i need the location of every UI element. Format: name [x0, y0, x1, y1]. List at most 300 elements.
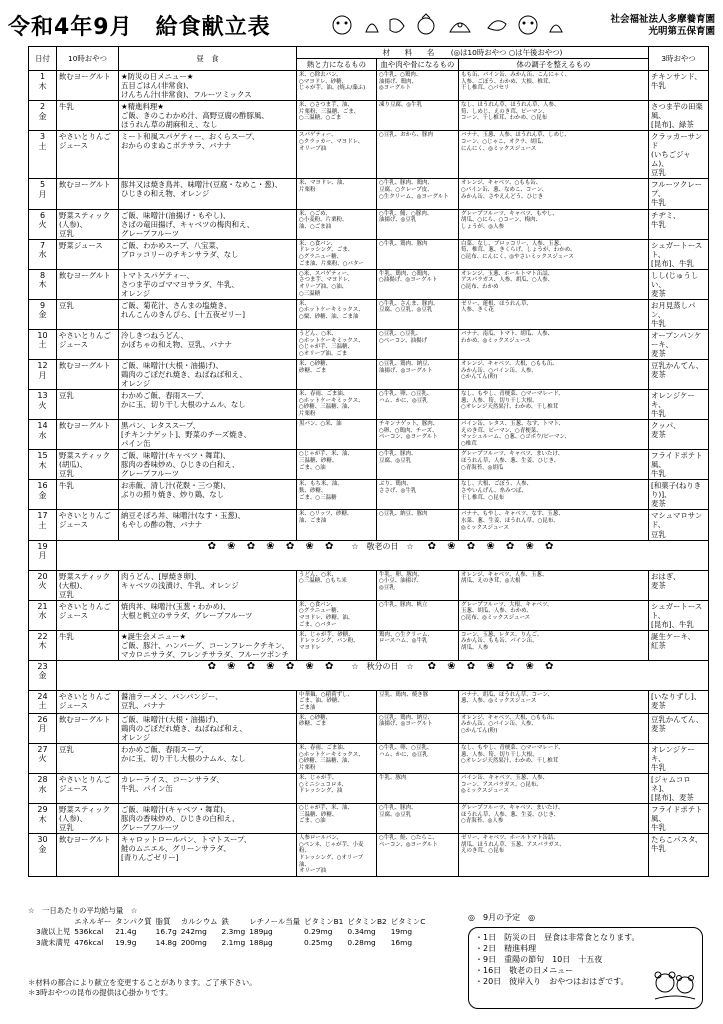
date-number: 6	[39, 210, 46, 220]
nutrition-header: 鉄	[221, 916, 229, 926]
nutrition-value: 188μg	[249, 937, 273, 947]
body-ingredients-cell: コーン、玉葱、レタス、りんご、 みかん缶、もも缶、パイン缶、 胡瓜、人参	[459, 630, 649, 660]
blood-ingredients-cell: 牛乳、豚肉	[377, 773, 459, 803]
blood-ingredients-cell: ○豆乳、おから、豚肉	[377, 131, 459, 179]
bear-illustration	[649, 965, 701, 1001]
lunch-cell: お赤飯、清し汁(花麩・三つ葉)、 ぶりの照り焼き、炒り鶏、なし	[119, 480, 297, 510]
lunch-cell: 納豆そぼろ丼、味噌汁(なす・玉葱)、 もやしの酢の物、バナナ	[119, 510, 297, 540]
snack3-cell: [和菓子(ねりきり)]、 麦茶	[649, 480, 709, 510]
menu-row	[29, 773, 709, 803]
snack3-cell: マシュマロサンド、 豆乳	[649, 510, 709, 540]
date-number: 23	[37, 661, 48, 671]
date-cell	[29, 540, 57, 570]
col-date: 日付	[29, 47, 57, 71]
heat-ingredients-cell: うどん、○米、 ○ホットケーキミックス、 ○じゃが芋、三温糖、 ○オリーブ油、ごま	[297, 329, 377, 359]
menu-row	[29, 71, 709, 101]
date-cell	[29, 743, 57, 773]
heat-ingredients-cell: スパゲティー、 ○クラッカー、マヨドレ、 オリーブ油	[297, 131, 377, 179]
blood-ingredients-cell: ○牛乳、豚肉、鶏肉、 豆腐、○クレープ皮、 ○生クリーム、◎ヨーグルト	[377, 179, 459, 209]
nutrition-value: 0.25mg	[304, 937, 333, 947]
schedule-title: ◎ 9月の予定 ◎	[468, 913, 536, 922]
heat-ingredients-cell: 米、○砂糖、 砂糖、ごま	[297, 713, 377, 743]
menu-row	[29, 131, 709, 179]
menu-row	[29, 269, 709, 299]
heat-ingredients-cell: 米、 ○ホットケーキミックス、 ○粟、砂糖、油、ごま油	[297, 299, 377, 329]
snack3-cell: クッパ、 麦茶	[649, 420, 709, 450]
snack10-cell: 飲むヨーグルト	[57, 179, 119, 209]
lunch-cell: ミート和風スパゲティー、おくらスープ、 おからのまぬこポテサラ、バナナ	[119, 131, 297, 179]
nutrition-value: 2.1mg	[221, 937, 246, 947]
heat-ingredients-cell: 米、○ごめ、 ○小麦粉、片栗粉、 油、○ごま油	[297, 209, 377, 239]
body-ingredients-cell: もも缶、パイン缶、みかん缶、こんにゃく、 人参、ごぼう、わかめ、大根、椎茸、 干し椎茸、○パセリ	[459, 71, 649, 101]
heat-ingredients-cell: 米、○砂糖、 砂糖、ごま	[297, 359, 377, 389]
date-number: 13	[37, 391, 48, 401]
body-ingredients-cell: オレンジ、キャベツ、大根、○もも缶、 みかん缶、○パイン缶、人参、 ○かんてん(粉)	[459, 713, 649, 743]
blood-ingredients-cell: ○牛乳、豚肉、帆立	[377, 600, 459, 630]
snack3-cell: さつま芋の田楽風、 [昆布]、緑茶	[649, 101, 709, 131]
snack10-cell: 野菜スティック (大根)、 豆乳	[57, 570, 119, 600]
snack3-cell: チヂミ、 牛乳	[649, 209, 709, 239]
nutrition-header: 脂質	[155, 916, 171, 926]
snack10-cell: 牛乳	[57, 480, 119, 510]
nutrition-value: 21.4g	[115, 927, 137, 936]
nutrition-header: ビタミンB1	[304, 916, 344, 926]
snack10-cell: 飲むヨーグルト	[57, 713, 119, 743]
nutrition-value: 242mg	[180, 927, 207, 936]
date-number: 28	[37, 774, 48, 784]
schedule-item: ・9日 重陽の節句 10日 十五夜	[475, 955, 603, 964]
snack3-cell: [いなりずし]、 麦茶	[649, 690, 709, 713]
heat-ingredients-cell: 中華麺、○稲荷ずし、 ごま、油、砂糖、 ごま油	[297, 690, 377, 713]
day-of-week: 火	[38, 581, 47, 591]
blood-ingredients-cell: ○牛乳、さんま、豚肉、 豆腐、○豆乳、◎豆乳	[377, 299, 459, 329]
heat-ingredients-cell: 米、○除去パン、 ○マヨドレ、砂糖、 じゃが芋、油、(焼ふ/藻ふ)	[297, 71, 377, 101]
body-ingredients-cell: グレープフルーツ、キャベツ、まいたけ、 ほうれん草、人参、葱、生姜、ひじき、 ○青海苔、◎胡瓜	[459, 450, 649, 480]
menu-row	[29, 834, 709, 877]
lunch-cell: 焼肉丼、味噌汁(玉葱・わかめ)、 大根と帆立のサラダ、グレープフルーツ	[119, 600, 297, 630]
nutrition-row	[36, 938, 429, 949]
body-ingredients-cell: オレンジ、玉葱、ホールトマト缶詰、 アスパラガス、人参、胡瓜、○人参、 ○昆布、わかめ	[459, 269, 649, 299]
body-ingredients-cell: ゼリー、キャベツ、ホールトマト缶詰、 胡瓜、ほうれん草、玉葱、アスパラガス、 えのき茸、○昆布	[459, 834, 649, 877]
snack10-cell: 野菜ジュース	[57, 239, 119, 269]
heat-ingredients-cell: うどん、○米、 ○三温糖、○もち米	[297, 570, 377, 600]
day-of-week: 木	[38, 814, 47, 824]
snack3-cell: フライドポテト風、 牛乳	[649, 804, 709, 834]
snack3-cell: お月見蒸しパン、 牛乳	[649, 299, 709, 329]
snack3-cell: フルーツクレープ、 牛乳	[649, 179, 709, 209]
nutrition-table	[36, 917, 429, 949]
lunch-cell: ご飯、味噌汁(キャベツ・舞茸)、 豚肉の香味炒め、ひじきの白和え、 グレープフルーツ	[119, 450, 297, 480]
snack10-cell: やさいとりんご ジュース	[57, 131, 119, 179]
heat-ingredients-cell: ○米、スパゲティー、 さつま芋、マヨドレ、 オリーブ油、○油、 ○三温糖	[297, 269, 377, 299]
date-cell	[29, 179, 57, 209]
date-number: 8	[39, 270, 46, 280]
heat-ingredients-cell: 米、もち米、油、 麩、砂糖、 ごま、○三温糖	[297, 480, 377, 510]
menu-row	[29, 690, 709, 713]
date-number: 3	[39, 132, 46, 142]
day-of-week: 金	[38, 844, 47, 854]
day-of-week: 土	[38, 340, 47, 350]
blood-ingredients-cell: ○牛乳、○鶏肉、 油揚げ、鶏肉、 ◎ヨーグルト	[377, 71, 459, 101]
date-number: 2	[39, 102, 46, 112]
date-cell	[29, 269, 57, 299]
day-of-week: 水	[38, 250, 47, 260]
nutrition-value: 3歳以上児	[36, 927, 71, 936]
nursery-name: 光明第五保育園	[648, 26, 715, 37]
menu-row	[29, 510, 709, 540]
body-ingredients-cell: グレープフルーツ、キャベツ、まいたけ、 ほうれん草、人参、葱、生姜、ひじき、 ○青海苔、◎人参	[459, 804, 649, 834]
lunch-cell: 肉うどん、[厚焼き卵]、 キャベツの浅漬け、牛乳、オレンジ	[119, 570, 297, 600]
snack10-cell: 豆乳	[57, 390, 119, 420]
heat-ingredients-cell: 人参ロールパン、 ○ペンネ、じゃが芋、小麦粉、 ドレッシング、○オリーブ油、 オリーブ油	[297, 834, 377, 877]
note-line: ＊材料の都合により献立を変更することがあります。ご了承下さい。	[28, 978, 257, 987]
snack10-cell: 野菜スティック (人参)、 豆乳	[57, 209, 119, 239]
nutrition-row	[36, 927, 429, 938]
day-of-week: 水	[38, 611, 47, 621]
schedule-item: ・1日 防災の日 昼食は非常食となります。	[475, 933, 640, 942]
holiday-label: ☆ 敬老の日 ☆	[351, 541, 414, 551]
lunch-cell: ご飯、味噌汁(大根・油揚げ)、 鶏肉のごぼだれ焼き、ねばねば和え、 オレンジ	[119, 359, 297, 389]
nutrition-value: 2.3mg	[221, 927, 246, 936]
nutrition-header: タンパク質	[115, 916, 152, 926]
nutrition-value: 16.7g	[155, 927, 177, 936]
lunch-cell: ご飯、わかめスープ、八宝菜、 ブロッコリーのチキンサラダ、なし	[119, 239, 297, 269]
lunch-cell: ご飯、味噌汁(大根・油揚げ)、 鶏肉のごぼだれ焼き、ねばねば和え、 オレンジ	[119, 713, 297, 743]
date-cell	[29, 773, 57, 803]
lunch-cell: ご飯、菊花汁、さんまの塩焼き、 れんこんのきんぴら、[十五夜ゼリー]	[119, 299, 297, 329]
blood-ingredients-cell: 凍り豆腐、◎牛乳	[377, 101, 459, 131]
day-of-week: 金	[38, 310, 47, 320]
day-of-week: 火	[38, 754, 47, 764]
day-of-week: 金	[38, 111, 47, 121]
holiday-cell	[57, 540, 709, 570]
lunch-cell: 冷しきつねうどん、 かぼちゃの和え物、豆乳、バナナ	[119, 329, 297, 359]
body-ingredients-cell: バナナ、南瓜、トマト、胡瓜、人参、 わかめ、◎ミックスジュース	[459, 329, 649, 359]
snack3-cell: しし(じゅうしい、 麦茶	[649, 269, 709, 299]
body-ingredients-cell: パイン缶、レタス、玉葱、なす、トマト、 えのき茸、ピーマン、○青梗菜、 マッシュルーム、○葱、○ゴボウ/ピーマン、 ○椎茸	[459, 420, 649, 450]
menu-row	[29, 450, 709, 480]
snack10-cell: 牛乳	[57, 101, 119, 131]
day-of-week: 土	[38, 521, 47, 531]
date-cell	[29, 570, 57, 600]
ingredients-note: (◎は10時おやつ ○は午後おやつ)	[450, 48, 563, 57]
date-number: 30	[37, 835, 48, 845]
heat-ingredients-cell: 米、○リッツ、砂糖、 油、ごま油	[297, 510, 377, 540]
date-cell	[29, 420, 57, 450]
date-number: 21	[37, 601, 48, 611]
blood-ingredients-cell: ○豆乳、納豆、豚肉	[377, 510, 459, 540]
blood-ingredients-cell: 牛乳、卵、豚肉、 ○小豆、油揚げ、 ◎豆乳	[377, 570, 459, 600]
heat-ingredients-cell: 黒パン、○米、油	[297, 420, 377, 450]
day-of-week: 木	[38, 280, 47, 290]
nutrition-value: 3歳未満児	[36, 937, 71, 947]
menu-row	[29, 600, 709, 630]
date-cell	[29, 239, 57, 269]
menu-row	[29, 540, 709, 570]
ingredients-label: 材 料 名	[382, 48, 435, 57]
nutrition-header: カルシウム	[180, 916, 218, 926]
date-number: 22	[37, 631, 48, 641]
snack10-cell: やさいとりんご ジュース	[57, 329, 119, 359]
lunch-cell: カレーライス、コーンサラダ、 牛乳、パイン缶	[119, 773, 297, 803]
day-of-week: 木	[38, 460, 47, 470]
snack10-cell: 豆乳	[57, 299, 119, 329]
date-number: 15	[37, 451, 48, 461]
lunch-cell: 醤油ラーメン、バンバンジー、 豆乳、バナナ	[119, 690, 297, 713]
nutrition-header-row	[36, 917, 429, 928]
menu-row	[29, 209, 709, 239]
col-heat: 熱と力になるもの	[297, 59, 377, 71]
nutrition-value: 19.9g	[115, 937, 137, 947]
blood-ingredients-cell: チキンナゲット、豚肉、 ○卵、○鶏肉、チーズ、 ベーコン、◎ヨーグルト	[377, 420, 459, 450]
snack10-cell: 飲むヨーグルト	[57, 359, 119, 389]
menu-row	[29, 713, 709, 743]
nutrition-header: エネルギー	[74, 916, 112, 926]
date-number: 24	[37, 691, 48, 701]
lunch-cell: ご飯、味噌汁(油揚げ・もやし)、 さばの竜田揚げ、キャベツの梅肉和え、 グレープフルーツ	[119, 209, 297, 239]
snack3-cell: シュガートースト、 [昆布]、牛乳	[649, 600, 709, 630]
menu-row	[29, 179, 709, 209]
body-ingredients-cell: オレンジ、キャベツ、○もも缶、 ○パイン缶、葱、なめこ、コーン、 みかん缶、さやえんどう、ひじき	[459, 179, 649, 209]
schedule-item: ・16日 敬老の日メニュー	[475, 966, 574, 975]
menu-row	[29, 239, 709, 269]
snack3-cell: 誕生ケーキ、 紅茶	[649, 630, 709, 660]
flower-decoration: ✿ ❀ ✿ ❀ ✿ ❀ ✿	[427, 660, 558, 672]
snack3-cell: チキンサンド、 牛乳	[649, 71, 709, 101]
menu-row	[29, 630, 709, 660]
nutrition-value: 536kcal	[74, 927, 104, 936]
nutrition-section	[28, 906, 428, 948]
organization	[610, 14, 715, 38]
blood-ingredients-cell: ○豆乳、鶏肉、納豆、 油揚げ、◎ヨーグルト	[377, 713, 459, 743]
day-of-week: 水	[38, 784, 47, 794]
body-ingredients-cell: パイン缶、キャベツ、玉葱、人参、 コーン、アスパラガス、○昆布、 ◎ミックスジュース	[459, 773, 649, 803]
col-snack3: 3時おやつ	[649, 47, 709, 71]
date-cell	[29, 390, 57, 420]
date-cell	[29, 209, 57, 239]
date-number: 29	[37, 805, 48, 815]
nutrition-header	[36, 917, 74, 928]
heat-ingredients-cell: ○じゃが芋、米、油、 三温糖、砂糖、 ごま、○油	[297, 450, 377, 480]
col-lunch: 昼 食	[119, 47, 297, 71]
date-cell	[29, 131, 57, 179]
day-of-week: 土	[38, 701, 47, 711]
date-cell	[29, 359, 57, 389]
blood-ingredients-cell: ○豆乳、鶏肉、納豆、 油揚げ、◎ヨーグルト	[377, 359, 459, 389]
day-of-week: 月	[38, 370, 47, 380]
blood-ingredients-cell: ○牛乳、豚肉、 豆腐、◎豆乳	[377, 804, 459, 834]
date-cell	[29, 713, 57, 743]
heat-ingredients-cell: 米、○さつま芋、油、 片栗粉、三温糖、ごま、 ○三温糖、○ごま	[297, 101, 377, 131]
body-ingredients-cell: バナナ、玉葱、人参、ほうれん草、しめじ、 コーン、○じゃこ、オクラ、胡瓜、 にんにく、◎ミックスジュース	[459, 131, 649, 179]
date-cell	[29, 299, 57, 329]
org-name: 社会福祉法人多摩養育園	[610, 14, 715, 25]
snack3-cell: フライドポテト風、 牛乳	[649, 450, 709, 480]
snack3-cell: [ジャムコロネ]、 [昆布]、麦茶	[649, 773, 709, 803]
date-number: 17	[37, 511, 48, 521]
body-ingredients-cell: オレンジ、キャベツ、人参、玉葱、 胡瓜、えのき茸、◎大根	[459, 570, 649, 600]
day-of-week: 月	[38, 724, 47, 734]
day-of-week: 金	[38, 490, 47, 500]
day-of-week: 月	[38, 190, 47, 199]
day-of-week: 木	[38, 641, 47, 651]
body-ingredients-cell: バナナ、もやし、キャベツ、なす、玉葱、 水菜、葱、生姜、ほうれん草、○昆布、 ◎ミックスジュース	[459, 510, 649, 540]
date-cell	[29, 690, 57, 713]
schedule-item: ・20日 彼岸入り おやつはおはぎです。	[475, 977, 629, 986]
blood-ingredients-cell: ○牛乳、豚肉、 豆腐、◎豆乳	[377, 450, 459, 480]
heat-ingredients-cell: 米、春雨、ごま油、 ○ホットケーキミックス、 ○砂糖、三温糖、油、 片栗粉	[297, 390, 377, 420]
day-of-week: 月	[38, 551, 47, 561]
snack3-cell: クラッカーサンド (いちごジャム)、 豆乳	[649, 131, 709, 179]
date-cell	[29, 660, 57, 690]
heat-ingredients-cell: 米、じゃが芋、砂糖、 ドレッシング、パン粉、 マヨドレ	[297, 630, 377, 660]
blood-ingredients-cell: ○豆乳、○豆乳、 ○ベーコン、油揚げ	[377, 329, 459, 359]
snack10-cell: 飲むヨーグルト	[57, 71, 119, 101]
blood-ingredients-cell: 牛乳、鶏肉、○鶏肉、 ○油揚げ、◎ヨーグルト	[377, 269, 459, 299]
nutrition-value: 19mg	[390, 927, 413, 936]
nutrition-value: 476kcal	[74, 937, 104, 947]
day-of-week: 火	[38, 400, 47, 410]
nutrition-title: ☆ 一日あたりの平均給与量 ☆	[28, 906, 138, 915]
date-number: 12	[37, 360, 48, 370]
blood-ingredients-cell: ○牛乳、卵、○豆乳、 ハム、かに、◎豆乳	[377, 743, 459, 773]
day-of-week: 水	[38, 430, 47, 440]
snack10-cell: 飲むヨーグルト	[57, 834, 119, 877]
date-number: 20	[37, 571, 48, 581]
menu-row	[29, 804, 709, 834]
day-of-week: 金	[38, 671, 47, 681]
blood-ingredients-cell: ぶり、鶏肉、 ささげ、◎牛乳	[377, 480, 459, 510]
menu-body	[29, 71, 709, 877]
snack3-cell: たらこパスタ、 牛乳	[649, 834, 709, 877]
date-cell	[29, 600, 57, 630]
body-ingredients-cell: なし、もやし、青梗菜、○マーマレード、 葱、人参、筍、切り干し大根、 ○オレンジ天然果汁、わかめ、干し椎茸	[459, 743, 649, 773]
day-of-week: 火	[38, 220, 47, 230]
holiday-label: ☆ 秋分の日 ☆	[351, 661, 414, 671]
nutrition-value: 0.29mg	[304, 927, 333, 936]
lunch-cell: ★精進料理★ ご飯、きのこわかめ汁、高野豆腐の酢豚風、 ほうれん草の胡麻和え、なし	[119, 101, 297, 131]
date-number: 5	[39, 180, 46, 190]
heat-ingredients-cell: 米、○食パン、 ○グラニュー糖、 マヨドレ、砂糖、油、 ごま、○バター	[297, 600, 377, 630]
flower-decoration: ✿ ❀ ✿ ❀ ✿ ❀ ✿	[427, 540, 558, 552]
body-ingredients-cell: なし、大根、ごぼう、人参、 さやいんげん、糸みつば、 干し椎茸、○昆布	[459, 480, 649, 510]
date-number: 7	[39, 240, 46, 250]
blood-ingredients-cell: ○牛乳、鯖、○豚肉、 油揚げ、◎豆乳	[377, 209, 459, 239]
date-cell	[29, 71, 57, 101]
nutrition-value: 0.28mg	[347, 937, 376, 947]
date-number: 16	[37, 481, 48, 491]
date-number: 14	[37, 421, 48, 431]
notes	[28, 978, 257, 998]
date-number: 1	[39, 72, 46, 82]
lunch-cell: わかめご飯、春雨スープ、 かに玉、切り干し大根のナムル、なし	[119, 390, 297, 420]
header	[0, 0, 723, 48]
nutrition-value: 200mg	[180, 937, 207, 947]
snack3-cell: オレンジケーキ、 牛乳	[649, 743, 709, 773]
snack3-cell: オレンジケーキ、 牛乳	[649, 390, 709, 420]
blood-ingredients-cell: 鶏肉、○生クリーム、 ロースハム、◎牛乳	[377, 630, 459, 660]
snack10-cell: 飲むヨーグルト	[57, 269, 119, 299]
date-number: 27	[37, 744, 48, 754]
blood-ingredients-cell: 豆乳、鶏肉、焼き豚	[377, 690, 459, 713]
menu-row	[29, 480, 709, 510]
day-of-week: 土	[38, 141, 47, 151]
heat-ingredients-cell: 米、春雨、ごま油、 ○ホットケーキミックス、 ○砂糖、三温糖、油、 片栗粉	[297, 743, 377, 773]
nutrition-value: 16mg	[390, 937, 413, 947]
menu-row	[29, 743, 709, 773]
page-title: 令和4年9月 給食献立表	[8, 15, 271, 40]
snack3-cell: 豆乳かんてん、 麦茶	[649, 359, 709, 389]
body-ingredients-cell: グレープフルーツ、大根、キャベツ、 玉葱、胡瓜、人参、わかめ、 ○昆布、◎ミックスジュース	[459, 600, 649, 630]
nutrition-header: ビタミンB2	[347, 916, 387, 926]
body-ingredients-cell: なし、ほうれん草、ほうれん草、人参、 筍、しめじ、えのき茸、ピーマン、 コーン、干し椎茸、わかめ、○昆布	[459, 101, 649, 131]
lunch-cell: キャロットロールパン、トマトスープ、 鮭のムニエル、グリーンサラダ、 [青りんごゼリー]	[119, 834, 297, 877]
date-cell	[29, 804, 57, 834]
snack10-cell: 豆乳	[57, 743, 119, 773]
holiday-cell	[57, 660, 709, 690]
nutrition-header: ビタミンC	[390, 916, 426, 926]
lunch-cell: ご飯、味噌汁(キャベツ・舞茸)、 豚肉の香味炒め、ひじきの白和え、 グレープフルーツ	[119, 804, 297, 834]
nutrition-value: 189μg	[249, 927, 273, 936]
note-line: ＊3時おやつの昆布の提供は心掛かりです。	[28, 988, 173, 997]
flower-decoration: ✿ ❀ ✿ ❀ ✿ ❀ ✿	[207, 540, 338, 552]
date-cell	[29, 101, 57, 131]
snack10-cell: やさいとりんご ジュース	[57, 773, 119, 803]
heat-ingredients-cell: 米、○食パン、 ドレッシング、ごま、 ○グラニュー糖、 ごま油、片栗粉、○バター	[297, 239, 377, 269]
snack10-cell: 牛乳	[57, 630, 119, 660]
schedule-section	[468, 912, 703, 1009]
lunch-cell: わかめご飯、春雨スープ、 かに玉、切り干し大根のナムル、なし	[119, 743, 297, 773]
snack3-cell: おはぎ、 麦茶	[649, 570, 709, 600]
snack3-cell: オープンパンケーキ、 麦茶	[649, 329, 709, 359]
date-number: 26	[37, 714, 48, 724]
date-cell	[29, 480, 57, 510]
menu-row	[29, 390, 709, 420]
footer	[28, 906, 708, 1018]
body-ingredients-cell: なし、もやし、青梗菜、○マーマレード、 葱、人参、筍、切り干し大根、 ○オレンジ天然果汁、わかめ、干し椎茸	[459, 390, 649, 420]
col-snack10: 10時おやつ	[57, 47, 119, 71]
menu-row	[29, 299, 709, 329]
date-number: 9	[39, 300, 46, 310]
day-of-week: 木	[38, 81, 47, 91]
col-body: 体の調子を整えるもの	[459, 59, 649, 71]
nutrition-value: 0.34mg	[347, 927, 376, 936]
heat-ingredients-cell: 米、マヨドレ、油、 片栗粉	[297, 179, 377, 209]
blood-ingredients-cell: ○牛乳、鮭、○たらこ、 ベーコン、◎ヨーグルト	[377, 834, 459, 877]
lunch-cell: 黒パン、レタススープ、 [チキンナゲット]、野菜のチーズ焼き、 パイン缶	[119, 420, 297, 450]
body-ingredients-cell: オレンジ、キャベツ、大根、○もも缶、 みかん缶、○パイン缶、人参、 ○かんてん(粉)	[459, 359, 649, 389]
snack10-cell: やさいとりんご ジュース	[57, 600, 119, 630]
date-cell	[29, 630, 57, 660]
body-ingredients-cell: グレープフルーツ、キャベツ、もやし、 胡瓜、○にら、○コーン、梅肉、 しょうが、◎人参	[459, 209, 649, 239]
blood-ingredients-cell: ○牛乳、鶏肉、豚肉	[377, 239, 459, 269]
flower-decoration: ✿ ❀ ✿ ❀ ✿ ❀ ✿	[207, 660, 338, 672]
menu-row	[29, 359, 709, 389]
col-blood: 血や肉や骨になるもの	[377, 59, 459, 71]
lunch-cell: ★誕生会メニュー★ ご飯、豚汁、ハンバーグ、コーンフレークチキン、 マカロニサラダ、フレンチサラダ、フルーツポンチ	[119, 630, 297, 660]
lunch-cell: 豚丼又は焼き鳥丼、味噌汁(豆腐・なめこ・葱)、 ひじきの和え物、オレンジ	[119, 179, 297, 209]
blood-ingredients-cell: ○牛乳、卵、○豆乳、 ハム、かに、◎豆乳	[377, 390, 459, 420]
menu-row	[29, 570, 709, 600]
body-ingredients-cell: 白菜、なし、ブロッコリー、人参、玉葱、 筍、椎茸、葱、きくらげ、しょうが、わかめ、 ○昆布、にんにく、◎やさいミックスジュース	[459, 239, 649, 269]
heat-ingredients-cell: ○じゃが芋、米、油、 三温糖、砂糖、 ごま、○油	[297, 804, 377, 834]
date-cell	[29, 510, 57, 540]
menu-row	[29, 101, 709, 131]
snack10-cell: やさいとりんご ジュース	[57, 690, 119, 713]
body-ingredients-cell: バナナ、胡瓜、ほうれん草、コーン、 葱、人参、◎ミックスジュース	[459, 690, 649, 713]
lunch-cell: ★防災の日メニュー★ 五目ごはん(非常食)、 けんちん汁(非常食)、フルーツミックス	[119, 71, 297, 101]
heat-ingredients-cell: 米、じゃが芋、 ○ミニシュコロネ、 ドレッシング、油	[297, 773, 377, 803]
